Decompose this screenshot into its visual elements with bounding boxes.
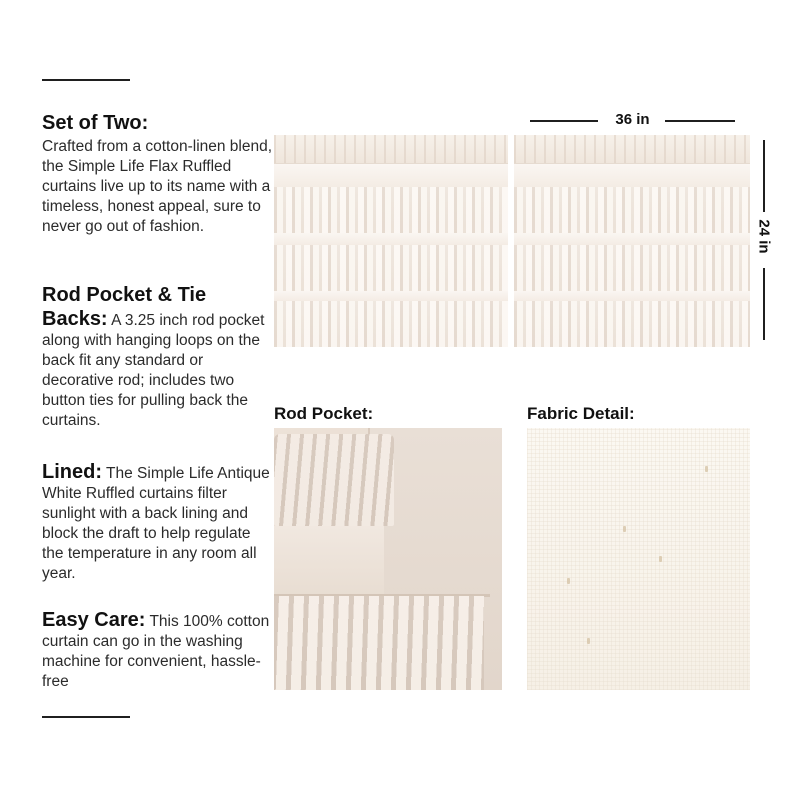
- ruffle-tier: [274, 187, 508, 234]
- curtain-panel-right: [514, 135, 750, 347]
- set-of-two-heading: Set of Two:: [42, 112, 149, 134]
- width-label: 36 in: [615, 111, 650, 128]
- easy-care-heading: Easy Care:: [42, 609, 146, 631]
- ruffle-tier: [274, 245, 508, 292]
- panel-flat: [274, 233, 508, 245]
- fabric-detail-photo: [527, 428, 750, 690]
- fabric-slub: [623, 526, 626, 532]
- bottom-divider: [42, 716, 130, 718]
- rod-pocket-gather: [274, 434, 394, 526]
- panel-flat: [514, 233, 750, 245]
- panel-flat: [274, 291, 508, 301]
- panel-flat: [274, 164, 508, 187]
- fabric-slub: [705, 466, 708, 472]
- fabric-detail-label: Fabric Detail:: [527, 404, 635, 423]
- rod-pocket-header: [274, 135, 508, 164]
- top-divider: [42, 79, 130, 81]
- section-lined: [42, 462, 274, 584]
- lined-heading: Lined:: [42, 461, 102, 483]
- set-of-two-body: Crafted from a cotton-linen blend, the Simple Life Flax Ruffled curtains live up to its name with a timeless, honest appeal, sure to never go out of fashion.: [42, 138, 273, 235]
- height-line-bottom: [763, 268, 765, 340]
- rod-pocket-label: Rod Pocket:: [274, 404, 374, 423]
- height-label: 24 in: [755, 219, 773, 254]
- section-set-of-two: [42, 110, 274, 237]
- section-easy-care: [42, 610, 274, 692]
- easy-care-body: This 100% cotton curtain can go in the washing machine for convenient, hassle-free: [42, 613, 270, 690]
- height-line-top: [763, 140, 765, 212]
- ruffle-tier: [514, 245, 750, 292]
- rod-pocket-heading: Rod Pocket & Tie: [42, 284, 207, 306]
- ruffle-detail: [274, 596, 484, 690]
- fabric-slub: [587, 638, 590, 644]
- section-rod-pocket: [42, 282, 274, 431]
- lined-body: The Simple Life Antique White Ruffled curtains filter sunlight with a back lining and block the draft to help regulate the temperature in any room all year.: [42, 465, 270, 582]
- rod-pocket-body: A 3.25 inch rod pocket along with hanging loops on the back fit any standard or decorative rod; includes two button ties for pulling back the curtains.: [42, 312, 265, 429]
- rod-pocket-header: [514, 135, 750, 164]
- panel-flat: [514, 291, 750, 301]
- rod-pocket-photo: [274, 428, 502, 690]
- fabric-slub: [567, 578, 570, 584]
- ruffle-tier: [514, 187, 750, 234]
- panel-flat: [514, 164, 750, 187]
- curtain-body: [274, 526, 384, 596]
- height-dimension: [752, 140, 776, 340]
- ruffle-tier: [514, 301, 750, 347]
- fabric-slub: [659, 556, 662, 562]
- width-dimension: [530, 112, 735, 130]
- curtain-panel-left: [274, 135, 508, 347]
- rod-pocket-heading-cont: Backs:: [42, 308, 108, 330]
- ruffle-tier: [274, 301, 508, 347]
